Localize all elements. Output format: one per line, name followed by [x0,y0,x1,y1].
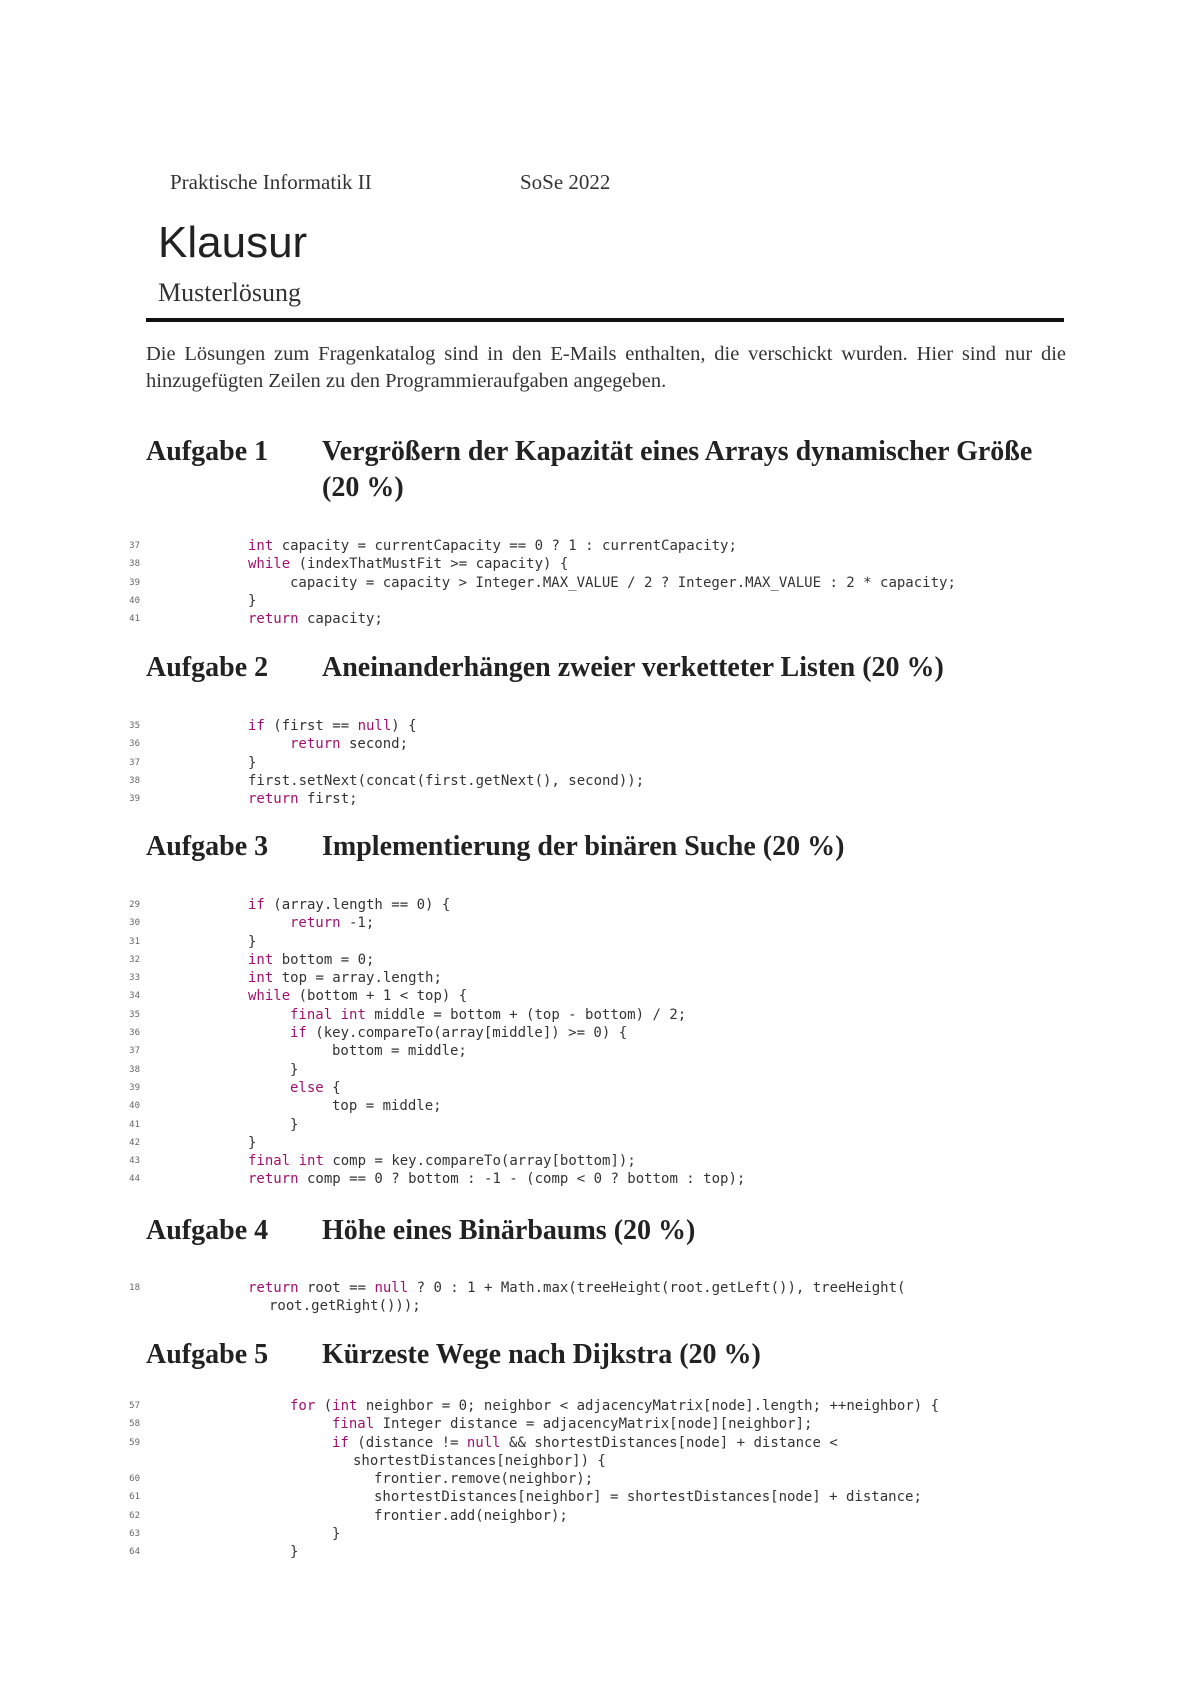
code-text [248,537,737,555]
code-line [120,610,1120,628]
code-line [120,1006,1120,1024]
line-number: 62 [129,1510,140,1521]
code-line [120,1134,1120,1152]
task-3-heading [146,829,1071,865]
code-text [248,896,450,914]
code-text [248,592,256,610]
line-number: 18 [129,1283,140,1293]
keyword: final [290,1006,333,1023]
keyword: final [332,1416,375,1433]
code-line [120,969,1120,987]
code-token: ( [315,1398,333,1414]
code-token: frontier.remove(neighbor); [374,1471,594,1488]
code-token: ? 0 : 1 + Math.max(treeHeight(root.getLeft()), treeHeight( [408,1280,906,1296]
line-number: 32 [129,954,140,965]
line-number: 57 [129,1401,140,1411]
line-number: 36 [129,739,140,750]
code-token: comp = key.compareTo(array[bottom]); [323,1153,636,1170]
code-text [290,1006,686,1024]
code-token: middle = bottom + (top - bottom) / 2; [365,1006,687,1023]
code-text [332,1042,467,1060]
code-text [290,1079,341,1097]
code-token: top = array.length; [273,970,442,987]
code-token: } [248,933,257,950]
code-line [120,735,1120,753]
code-token: (bottom + 1 < top) { [290,988,468,1005]
code-text [248,717,417,735]
keyword: null [466,1434,501,1451]
code-text [332,1415,812,1433]
code-line [120,1097,1120,1115]
code-token: comp == 0 ? bottom : -1 - (comp < 0 ? bottom : top); [298,1171,746,1188]
code-line [120,1452,1120,1470]
code-line [120,574,1120,592]
course-name: Praktische Informatik II [170,170,372,194]
code-line [120,1297,1120,1315]
line-number: 39 [129,1082,140,1093]
line-number: 35 [129,1009,140,1020]
line-number: 31 [129,936,140,947]
code-token: top = middle; [332,1098,442,1115]
code-token: (distance != [348,1434,467,1451]
line-number: 30 [129,918,140,929]
code-line [120,754,1120,772]
code-line [120,1470,1120,1488]
task-title: Höhe eines Binärbaums (20 %) [322,1215,696,1246]
code-text [374,1470,593,1488]
line-number: 38 [129,559,140,570]
code-token: first; [298,791,358,808]
code-token: && shortestDistances[node] + distance < [500,1434,838,1451]
code-line [120,896,1120,914]
line-number: 41 [129,614,140,625]
keyword: int [248,538,274,554]
code-line [120,790,1120,808]
document-subtitle: Musterlösung [158,278,301,307]
code-token: } [248,1134,257,1151]
task-number: Aufgabe 3 [146,831,269,862]
task-4-heading [146,1213,1071,1249]
keyword: else [290,1079,324,1096]
code-token: Integer distance = adjacencyMatrix[node][neighbor]; [374,1416,813,1433]
keyword: return [248,1171,299,1188]
line-number: 39 [129,577,140,588]
code-token: shortestDistances[neighbor]) { [353,1452,606,1469]
line-number: 40 [129,595,140,606]
keyword: null [357,718,392,734]
code-token: capacity = capacity > Integer.MAX_VALUE / 2 ? Integer.MAX_VALUE : 2 * capacity; [290,574,956,591]
code-line [120,1434,1120,1452]
code-line [120,555,1120,573]
code-line [120,1152,1120,1170]
line-number: 37 [129,757,140,768]
code-line [120,717,1120,735]
code-text [248,969,442,987]
task-3-code-listing [120,896,1120,1189]
line-number: 59 [129,1437,140,1448]
keyword: null [374,1280,409,1296]
code-text [248,1279,905,1297]
semester-label: SoSe 2022 [520,170,611,194]
code-token: root == [298,1280,375,1296]
keyword: if [248,897,265,913]
code-text [353,1452,606,1470]
code-token: } [290,1544,299,1561]
code-line [120,1397,1120,1415]
code-text [290,1397,939,1415]
code-text [248,555,568,573]
code-line [120,1415,1120,1433]
code-text [290,735,408,753]
task-4-code-listing [120,1279,1120,1316]
task-number: Aufgabe 4 [146,1215,269,1246]
code-line [120,1543,1120,1561]
code-line [120,1279,1120,1297]
code-text [290,914,374,932]
keyword: int [248,970,274,987]
code-line [120,987,1120,1005]
line-number: 64 [129,1547,140,1558]
code-token: } [290,1116,299,1133]
code-token [290,1153,298,1169]
keyword: return [248,791,299,808]
code-token: capacity = currentCapacity == 0 ? 1 : currentCapacity; [273,538,737,554]
keyword: return [290,915,341,932]
code-token: first.setNext(concat(first.getNext(), second)); [248,772,645,789]
code-token: } [290,1061,299,1078]
code-token: bottom = 0; [273,951,375,968]
line-number: 63 [129,1529,140,1540]
code-token: -1; [340,915,375,932]
code-text [248,754,256,772]
code-line [120,592,1120,610]
document-title: Klausur [158,218,308,267]
line-number: 41 [129,1119,140,1130]
code-token: second; [340,736,409,753]
task-number: Aufgabe 1 [146,436,269,467]
code-text [332,1434,838,1452]
code-line [120,951,1120,969]
code-line [120,1525,1120,1543]
code-text [374,1507,568,1525]
code-text [290,1024,627,1042]
code-token: { [323,1079,341,1096]
keyword: return [248,611,299,628]
keyword: for [290,1398,316,1414]
code-text [290,574,956,592]
code-line [120,772,1120,790]
line-number: 42 [129,1137,140,1148]
task-1-code-listing [120,537,1120,628]
intro-paragraph: Die Lösungen zum Fragenkatalog sind in den E-Mails enthalten, die verschickt wurden. Hier sind nur die hinzugefügten Zeilen zu den Programmieraufgaben angegeben. [146,343,1066,392]
line-number: 44 [129,1174,140,1185]
code-line [120,1024,1120,1042]
line-number: 33 [129,973,140,984]
line-number: 39 [129,794,140,805]
code-text [332,1097,442,1115]
code-text [248,1134,256,1152]
code-token: root.getRight())); [269,1298,421,1315]
task-1-heading [146,434,1071,506]
code-token: frontier.add(neighbor); [374,1507,568,1524]
keyword: final [248,1153,291,1170]
code-line [120,1116,1120,1134]
code-line [120,1042,1120,1060]
task-2-code-listing [120,717,1120,808]
code-token: shortestDistances[neighbor] = shortestDistances[node] + distance; [374,1489,922,1506]
code-token: bottom = middle; [332,1043,467,1060]
task-title: Kürzeste Wege nach Dijkstra (20 %) [322,1339,761,1370]
keyword: while [248,556,291,573]
line-number: 36 [129,1028,140,1039]
code-text [374,1488,922,1506]
keyword: if [332,1434,349,1451]
code-line [120,1170,1120,1188]
code-text [248,987,467,1005]
title-rule [146,318,1064,322]
code-text [290,1061,298,1079]
code-line [120,1061,1120,1079]
code-text [248,772,644,790]
code-line [120,933,1120,951]
code-line [120,1488,1120,1506]
task-title: Aneinanderhängen zweier verketteter Listen (20 %) [322,652,944,683]
code-token: (first == [264,718,358,734]
line-number: 35 [129,721,140,731]
code-token: (indexThatMustFit >= capacity) { [290,556,569,573]
task-title: Implementierung der binären Suche (20 %) [322,831,845,862]
code-token: (key.compareTo(array[middle]) >= 0) { [306,1025,628,1042]
code-token: } [248,592,257,609]
keyword: int [332,1398,358,1414]
keyword: int [298,1153,324,1170]
line-number: 38 [129,775,140,786]
code-token: ) { [391,718,417,734]
code-text [290,1116,298,1134]
code-text [269,1297,421,1315]
task-number: Aufgabe 2 [146,652,269,683]
keyword: return [248,1280,299,1296]
code-token: neighbor = 0; neighbor < adjacencyMatrix[node].length; ++neighbor) { [357,1398,940,1414]
line-number: 29 [129,900,140,910]
code-text [248,790,358,808]
line-number: 40 [129,1101,140,1112]
code-text [332,1525,340,1543]
code-token: } [332,1526,341,1543]
line-number: 37 [129,1046,140,1057]
code-text [248,610,383,628]
task-number: Aufgabe 5 [146,1339,269,1370]
code-line [120,1507,1120,1525]
code-line [120,537,1120,555]
code-token: (array.length == 0) { [264,897,451,913]
keyword: int [248,951,274,968]
keyword: while [248,988,291,1005]
code-line [120,1079,1120,1097]
line-number: 61 [129,1492,140,1503]
task-title: Vergrößern der Kapazität eines Arrays dynamischer Größe (20 %) [322,436,1033,503]
code-token: capacity; [298,611,383,628]
code-token: } [248,754,257,771]
code-text [290,1543,298,1561]
code-line [120,914,1120,932]
code-text [248,1152,636,1170]
task-2-heading [146,650,1071,686]
task-5-heading [146,1337,1071,1373]
task-5-code-listing [120,1397,1120,1562]
code-text [248,1170,745,1188]
line-number: 38 [129,1064,140,1075]
code-token [332,1007,340,1023]
line-number: 34 [129,991,140,1002]
keyword: if [290,1025,307,1042]
line-number: 58 [129,1419,140,1430]
line-number: 60 [129,1474,140,1485]
keyword: return [290,736,341,753]
code-text [248,933,256,951]
code-text [248,951,374,969]
keyword: int [340,1006,366,1023]
line-number: 43 [129,1156,140,1167]
line-number: 37 [129,541,140,551]
keyword: if [248,718,265,734]
